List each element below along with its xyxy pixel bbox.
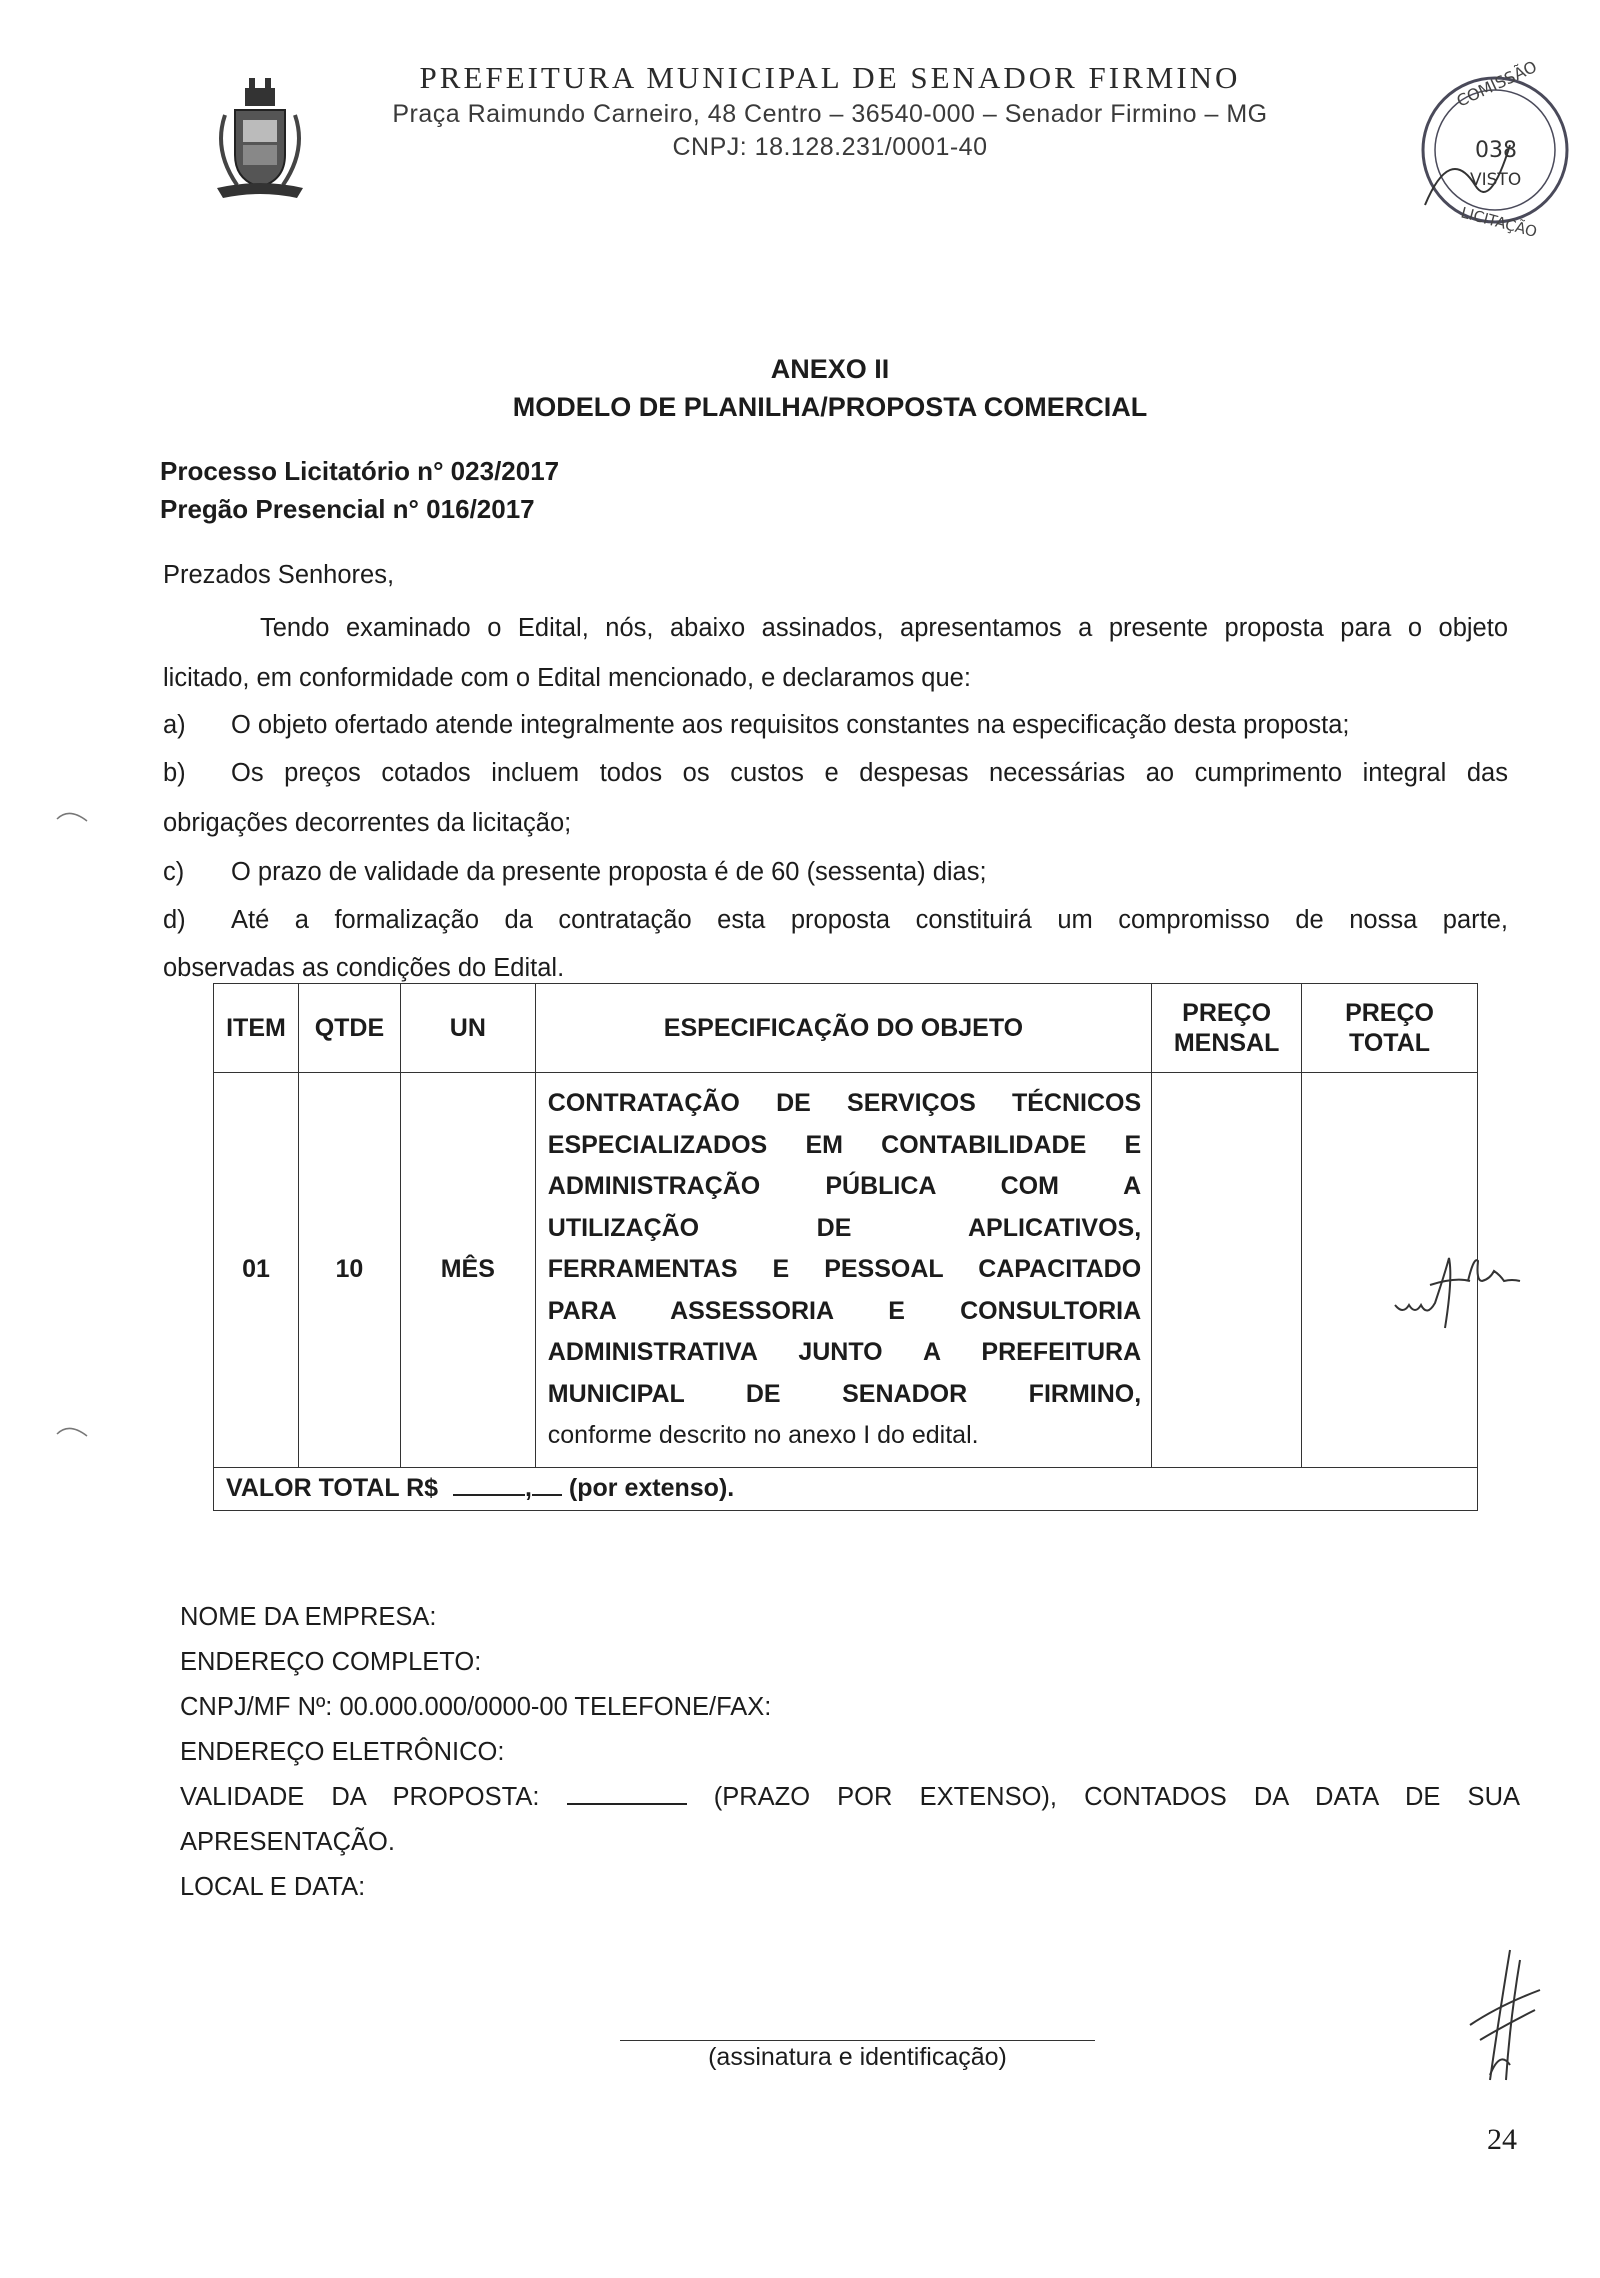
municipality-address: Praça Raimundo Carneiro, 48 Centro – 36540-000 – Senador Firmino – MG bbox=[392, 100, 1268, 128]
header-total-price: PREÇO TOTAL bbox=[1302, 984, 1478, 1073]
item-letter: b) bbox=[163, 759, 186, 787]
item-text: Os preços cotados incluem todos os custos e despesas necessárias ao cumprimento integral das bbox=[231, 759, 1508, 787]
table-row bbox=[214, 1073, 1478, 1468]
item-text: O objeto ofertado atende integralmente aos requisitos constantes na especificação desta proposta; bbox=[231, 711, 1350, 739]
cell-un: MÊS bbox=[400, 1073, 535, 1468]
declaration-item-a bbox=[163, 710, 1508, 740]
total-separator: , bbox=[525, 1474, 532, 1502]
greeting: Prezados Senhores, bbox=[163, 561, 395, 589]
spec-line: UTILIZAÇÃO DE APLICATIVOS, bbox=[547, 1213, 1142, 1242]
declaration-item-c bbox=[163, 857, 1508, 887]
header-item: ITEM bbox=[214, 984, 299, 1073]
company-info bbox=[180, 1595, 1520, 1910]
total-cents-blank[interactable] bbox=[532, 1476, 562, 1496]
item-letter: c) bbox=[163, 858, 185, 886]
spec-line: MUNICIPAL DE SENADOR FIRMINO, bbox=[547, 1379, 1142, 1408]
company-email-label: ENDEREÇO ELETRÔNICO: bbox=[180, 1738, 505, 1766]
spec-line: FERRAMENTAS E PESSOAL CAPACITADO bbox=[547, 1255, 1142, 1283]
model-title: MODELO DE PLANILHA/PROPOSTA COMERCIAL bbox=[512, 392, 1148, 422]
header-spec: ESPECIFICAÇÃO DO OBJETO bbox=[535, 984, 1151, 1073]
item-text: Até a formalização da contratação esta proposta constituirá um compromisso de nossa parte, bbox=[231, 906, 1508, 934]
company-name-label: NOME DA EMPRESA: bbox=[180, 1603, 437, 1631]
svg-text:038: 038 bbox=[1475, 138, 1517, 163]
company-cnpj-label: CNPJ/MF Nº: 00.000.000/0000-00 TELEFONE/FAX: bbox=[180, 1693, 772, 1721]
document-title bbox=[400, 350, 1260, 426]
intro-line-1: Tendo examinado o Edital, nós, abaixo assinados, apresentamos a presente proposta para o objeto bbox=[260, 614, 1508, 642]
cell-qtde: 10 bbox=[298, 1073, 400, 1468]
declaration-item-b-cont: obrigações decorrentes da licitação; bbox=[163, 809, 572, 837]
page-number: 24 bbox=[1487, 2123, 1517, 2156]
signature-label: (assinatura e identificação) bbox=[708, 2043, 1007, 2071]
margin-mark bbox=[55, 805, 95, 825]
spec-line-last: conforme descrito no anexo I do edital. bbox=[547, 1421, 979, 1449]
municipality-cnpj: CNPJ: 18.128.231/0001-40 bbox=[672, 133, 988, 161]
signature-line[interactable] bbox=[620, 2040, 1095, 2041]
validity-label: VALIDADE DA PROPOSTA: bbox=[180, 1783, 540, 1811]
municipality-name: PREFEITURA MUNICIPAL DE SENADOR FIRMINO bbox=[419, 60, 1241, 95]
validity-blank[interactable] bbox=[567, 1785, 687, 1805]
letterhead bbox=[390, 60, 1270, 162]
header-monthly-price: PREÇO MENSAL bbox=[1152, 984, 1302, 1073]
cell-monthly-price[interactable] bbox=[1152, 1073, 1302, 1468]
spec-line: CONTRATAÇÃO DE SERVIÇOS TÉCNICOS bbox=[547, 1089, 1142, 1117]
item-text: O prazo de validade da presente proposta é de 60 (sessenta) dias; bbox=[231, 858, 987, 886]
declaration-item-d-cont: observadas as condições do Edital. bbox=[163, 954, 565, 982]
cell-spec bbox=[535, 1073, 1151, 1468]
coat-of-arms-icon bbox=[205, 70, 315, 200]
total-value-cell bbox=[214, 1467, 1478, 1510]
commission-stamp bbox=[1405, 55, 1575, 255]
process-info bbox=[160, 452, 559, 528]
pregao-number: Pregão Presencial n° 016/2017 bbox=[160, 494, 535, 524]
declaration-item-b bbox=[163, 758, 1508, 788]
local-date-label: LOCAL E DATA: bbox=[180, 1873, 366, 1901]
svg-text:COMISSÃO: COMISSÃO bbox=[1453, 56, 1540, 111]
declaration-item-d bbox=[163, 905, 1508, 935]
svg-text:VISTO: VISTO bbox=[1470, 170, 1522, 190]
total-label: VALOR TOTAL R$ bbox=[226, 1474, 439, 1502]
proposal-table bbox=[213, 983, 1478, 1511]
total-integer-blank[interactable] bbox=[453, 1476, 525, 1496]
table-header-row bbox=[214, 984, 1478, 1073]
rubric-signature bbox=[1460, 1945, 1550, 2095]
svg-text:LICITAÇÃO: LICITAÇÃO bbox=[1458, 203, 1539, 242]
total-suffix: (por extenso). bbox=[568, 1474, 735, 1502]
validity-rest: (PRAZO POR EXTENSO), CONTADOS DA DATA DE SUA bbox=[713, 1783, 1520, 1811]
total-row bbox=[214, 1467, 1478, 1510]
header-qtde: QTDE bbox=[298, 984, 400, 1073]
header-un: UN bbox=[400, 984, 535, 1073]
annex-title: ANEXO II bbox=[770, 354, 890, 384]
process-number: Processo Licitatório n° 023/2017 bbox=[160, 456, 560, 486]
initials-signature bbox=[1390, 1245, 1530, 1340]
spec-line: ESPECIALIZADOS EM CONTABILIDADE E bbox=[547, 1130, 1142, 1159]
company-address-label: ENDEREÇO COMPLETO: bbox=[180, 1648, 482, 1676]
spec-line: ADMINISTRAÇÃO PÚBLICA COM A bbox=[547, 1172, 1142, 1200]
item-letter: d) bbox=[163, 906, 186, 934]
validity-line-2: APRESENTAÇÃO. bbox=[180, 1828, 395, 1856]
intro-line-2: licitado, em conformidade com o Edital mencionado, e declaramos que: bbox=[163, 664, 971, 692]
cell-item: 01 bbox=[214, 1073, 299, 1468]
proposal-validity bbox=[180, 1775, 1520, 1820]
spec-line: ADMINISTRATIVA JUNTO A PREFEITURA bbox=[547, 1338, 1142, 1366]
item-letter: a) bbox=[163, 711, 186, 739]
spec-line: PARA ASSESSORIA E CONSULTORIA bbox=[547, 1296, 1142, 1325]
margin-mark bbox=[55, 1420, 95, 1440]
